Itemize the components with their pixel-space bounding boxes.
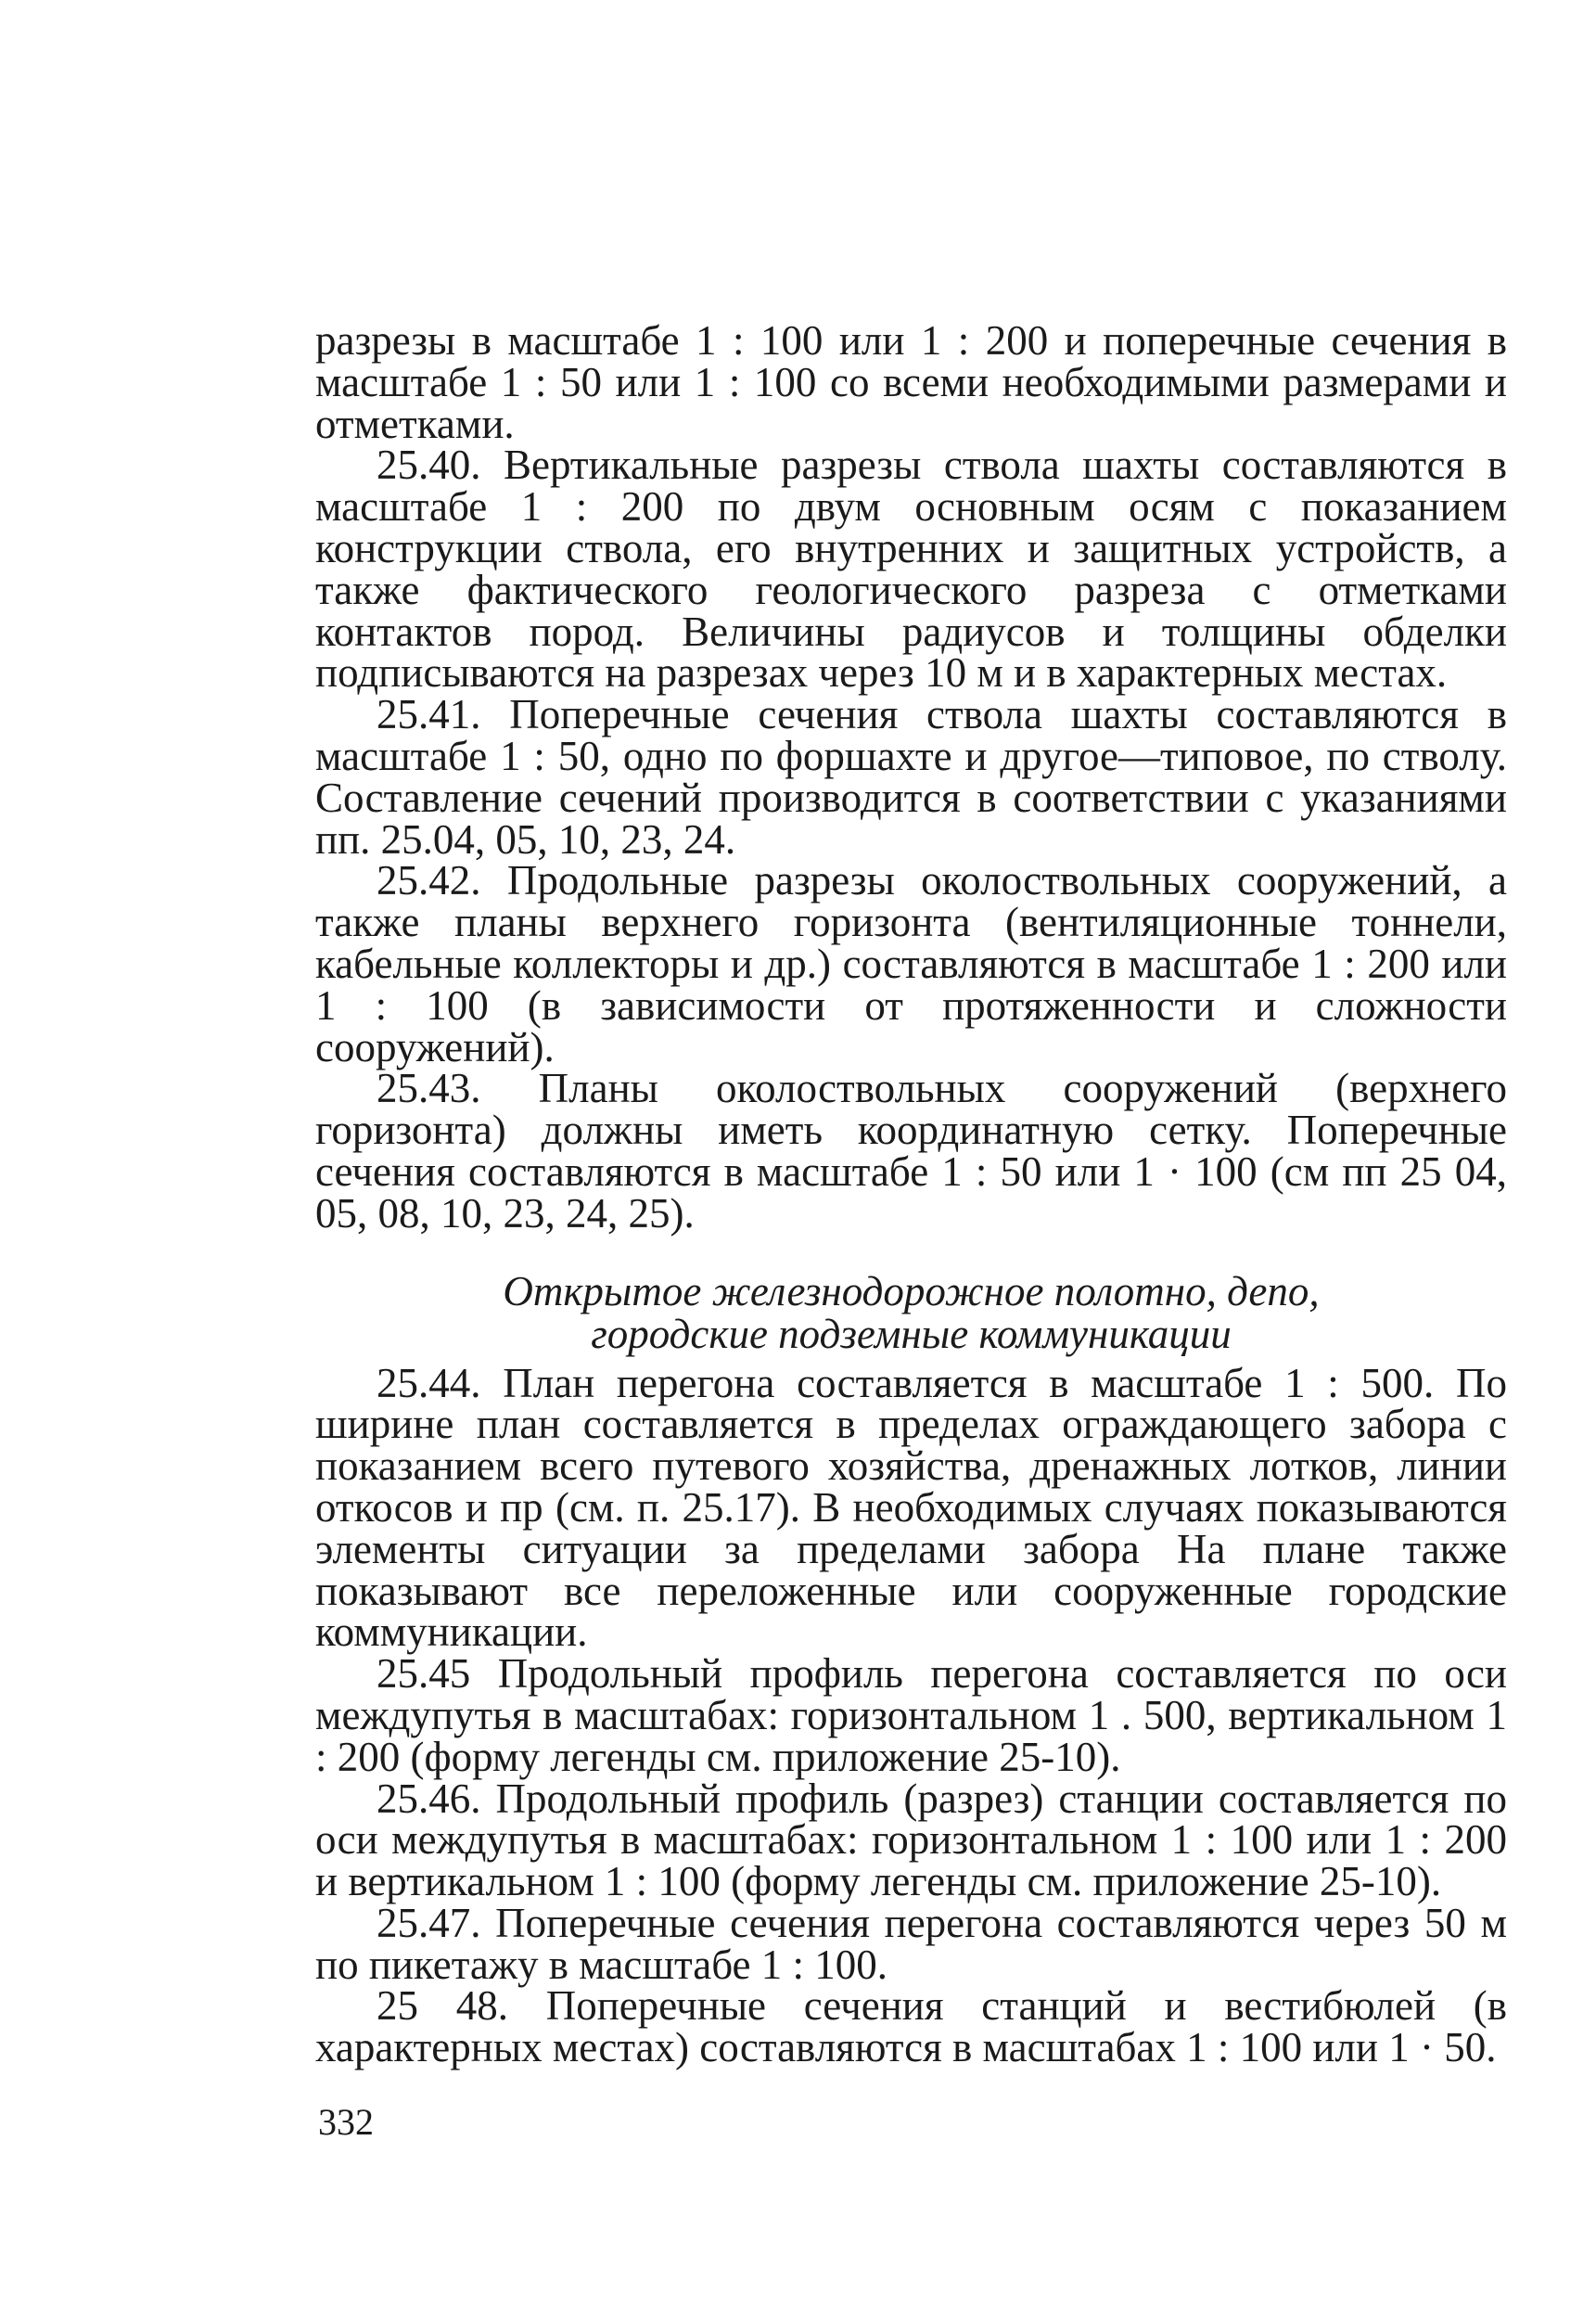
paragraph-25-43: 25.43. Планы околоствольных сооружений (верхнего горизонта) должны иметь координатную сетку. Поперечные сечения составляются в масштабе 1 : 50 или 1 · 100 (см пп 25 04, 05, 08, 10, 23, 24, 25). bbox=[315, 1065, 1507, 1237]
section-heading-line-1: Открытое железнодорожное полотно, депо, bbox=[503, 1267, 1320, 1314]
paragraph-25-48: 25 48. Поперечные сечения станций и вестибюлей (в характерных местах) составляются в масштабах 1 : 100 или 1 · 50. bbox=[315, 1982, 1507, 2071]
paragraph-continuation: разрезы в масштабе 1 : 100 или 1 : 200 и поперечные сечения в масштабе 1 : 50 или 1 : 100 со всеми необходимыми размерами и отметками. bbox=[315, 317, 1507, 447]
section-heading bbox=[315, 1267, 1507, 1357]
paragraph-25-45: 25.45 Продольный профиль перегона составляется по оси междупутья в масштабах: горизонтальном 1 . 500, вертикальном 1 : 200 (форму легенды см. приложение 25-10). bbox=[315, 1650, 1507, 1780]
paragraph-25-47: 25.47. Поперечные сечения перегона составляются через 50 м по пикетажу в масштабе 1 : 100. bbox=[315, 1899, 1507, 1988]
section-heading-line-2: городские подземные коммуникации bbox=[591, 1310, 1232, 1357]
paragraph-25-41: 25.41. Поперечные сечения ствола шахты составляются в масштабе 1 : 50, одно по форшахте и другое—типовое, по стволу. Составление сечений производится в соответствии с указаниями пп. 25.04, 05, 10, 23, 24. bbox=[315, 691, 1507, 863]
paragraph-25-42: 25.42. Продольные разрезы околоствольных сооружений, а также планы верхнего горизонта (вентиляционные тоннели, кабельные коллекторы и др.) составляются в масштабе 1 : 200 или 1 : 100 (в зависимости от протяженности и сложности сооружений). bbox=[315, 857, 1507, 1070]
page-number: 332 bbox=[318, 2101, 374, 2143]
page-body bbox=[315, 317, 1507, 2071]
paragraph-25-46: 25.46. Продольный профиль (разрез) станции составляется по оси междупутья в масштабах: горизонтальном 1 : 100 или 1 : 200 и вертикальном 1 : 100 (форму легенды см. приложение 25-10). bbox=[315, 1775, 1507, 1905]
paragraph-25-40: 25.40. Вертикальные разрезы ствола шахты составляются в масштабе 1 : 200 по двум основным осям с показанием конструкции ствола, его внутренних и защитных устройств, а также фактического геологического разреза с отметками контактов пород. Величины радиусов и толщины обделки подписываются на разрезах через 10 м и в характерных местах. bbox=[315, 442, 1507, 697]
paragraph-25-44: 25.44. План перегона составляется в масштабе 1 : 500. По ширине план составляется в пределах ограждающего забора с показанием всего путевого хозяйства, дренажных лотков, линии откосов и пр (см. п. 25.17). В необходимых случаях показываются элементы ситуации за пределами забора На плане также показывают все переложенные или сооруженные городские коммуникации. bbox=[315, 1359, 1507, 1656]
